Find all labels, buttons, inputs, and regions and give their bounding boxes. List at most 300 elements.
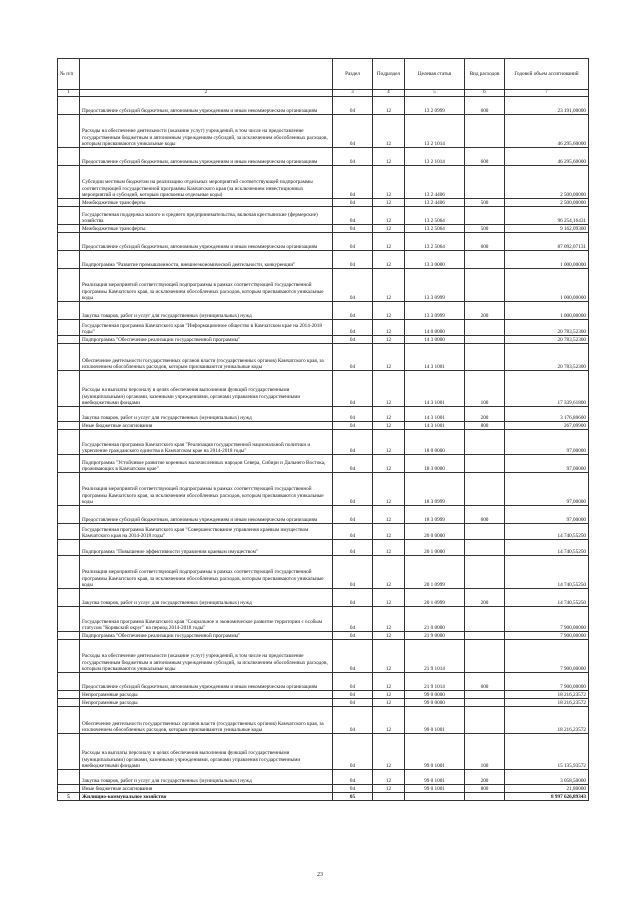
row-number <box>58 199 80 207</box>
column-number: 1 <box>58 90 80 97</box>
row-number <box>58 770 80 785</box>
row-target-article: 20 0 0000 <box>405 524 465 540</box>
row-expense-type <box>465 455 505 473</box>
row-number <box>58 207 80 225</box>
row-section: 04 <box>333 524 373 540</box>
table-row <box>58 589 589 607</box>
row-subsection: 12 <box>373 673 405 691</box>
row-amount: 96 254,16431 <box>505 207 589 225</box>
row-amount: 1 000,00000 <box>505 302 589 320</box>
row-name: Предоставление субсидий бюджетным, автономным учреждениям и иным некоммерческим организациям <box>80 673 333 691</box>
row-number <box>58 422 80 430</box>
row-subsection: 12 <box>373 251 405 269</box>
row-expense-type <box>465 556 505 589</box>
row-name: Подпрограмма "Обеспечение реализации государственной программы" <box>80 632 333 640</box>
row-subsection: 12 <box>373 707 405 734</box>
row-section: 04 <box>333 344 373 371</box>
row-target-article: 18 3 0999 <box>405 506 465 524</box>
header-expense-type: Вид расходов <box>465 59 505 90</box>
table-row <box>58 699 589 707</box>
row-section: 04 <box>333 371 373 407</box>
row-target-article: 13 2 1014 <box>405 115 465 148</box>
table-row <box>58 673 589 691</box>
row-subsection: 12 <box>373 115 405 148</box>
row-target-article: 99 0 0000 <box>405 691 465 699</box>
row-number <box>58 320 80 336</box>
row-expense-type <box>465 430 505 455</box>
row-number <box>58 506 80 524</box>
row-subsection: 12 <box>373 691 405 699</box>
row-expense-type <box>465 115 505 148</box>
row-section: 04 <box>333 302 373 320</box>
row-expense-type <box>465 320 505 336</box>
row-name: Субсидии местным бюджетам на реализацию отдельных мероприятий соответствующей подпрограммы соответствующей государственной программы Камчатского края (за исключением инвестиционных мероприятий и субсидий, которым присвоены отдельные коды) <box>80 166 333 199</box>
table-row <box>58 302 589 320</box>
row-name: Межбюджетные трансферты <box>80 225 333 233</box>
row-amount: 7 900,00000 <box>505 673 589 691</box>
row-number <box>58 632 80 640</box>
table-row <box>58 691 589 699</box>
row-section: 04 <box>333 540 373 556</box>
row-number <box>58 455 80 473</box>
row-amount: 2 500,00000 <box>505 166 589 199</box>
row-amount: 18 216,23572 <box>505 691 589 699</box>
row-amount: 7 900,00000 <box>505 632 589 640</box>
table-row <box>58 734 589 770</box>
table-row <box>58 407 589 422</box>
row-name: Жилищно-коммунальное хозяйство <box>80 793 333 801</box>
row-expense-type: 200 <box>465 407 505 422</box>
row-subsection: 12 <box>373 302 405 320</box>
row-number <box>58 540 80 556</box>
table-row <box>58 506 589 524</box>
row-section: 04 <box>333 734 373 770</box>
table-row <box>58 336 589 344</box>
table-row <box>58 269 589 302</box>
row-subsection: 12 <box>373 524 405 540</box>
table-row <box>58 344 589 371</box>
row-section: 04 <box>333 691 373 699</box>
table-row <box>58 251 589 269</box>
row-amount: 8 997 626,89343 <box>505 793 589 801</box>
row-name: Предоставление субсидий бюджетным, автономным учреждениям и иным некоммерческим организациям <box>80 506 333 524</box>
row-name: Закупка товаров, работ и услуг для государственных (муниципальных) нужд <box>80 302 333 320</box>
row-subsection: 12 <box>373 607 405 632</box>
row-target-article: 13 2 4406 <box>405 199 465 207</box>
row-amount: 14 740,55250 <box>505 556 589 589</box>
row-section: 04 <box>333 320 373 336</box>
row-amount: 1 000,00000 <box>505 251 589 269</box>
table-row <box>58 607 589 632</box>
row-expense-type <box>465 793 505 801</box>
row-subsection: 12 <box>373 269 405 302</box>
row-subsection: 12 <box>373 233 405 251</box>
row-subsection: 12 <box>373 770 405 785</box>
row-name: Подпрограмма "Обеспечение реализации государственной программы" <box>80 336 333 344</box>
row-target-article: 21 0 0000 <box>405 607 465 632</box>
row-target-article: 21 9 0000 <box>405 632 465 640</box>
row-name: Государственная поддержка малого и среднего предпринимательства, включая крестьянские (фермерские) хозяйства <box>80 207 333 225</box>
row-amount: 9 162,09300 <box>505 225 589 233</box>
row-number: 5 <box>58 793 80 801</box>
row-number <box>58 97 80 115</box>
row-expense-type <box>465 166 505 199</box>
row-subsection <box>373 793 405 801</box>
row-subsection: 12 <box>373 473 405 506</box>
row-amount: 20 783,52300 <box>505 336 589 344</box>
row-target-article: 14 3 1001 <box>405 407 465 422</box>
row-number <box>58 607 80 632</box>
row-target-article: 13 2 5064 <box>405 233 465 251</box>
row-number <box>58 589 80 607</box>
row-number <box>58 734 80 770</box>
row-number <box>58 115 80 148</box>
row-section: 04 <box>333 473 373 506</box>
row-subsection: 12 <box>373 430 405 455</box>
row-target-article <box>405 793 465 801</box>
row-expense-type <box>465 707 505 734</box>
row-name: Расходы на выплаты персоналу в целях обеспечения выполнения функций государственными (муниципальными) органами, казенными учреждениями, органами управления государственными внебюджетными фондами <box>80 734 333 770</box>
row-name: Реализация мероприятий соответствующей подпрограммы в рамках соответствующей государственной программы Камчатского края, за исключением обособленных расходов, которым присваиваются уникальные коды <box>80 473 333 506</box>
row-subsection: 12 <box>373 785 405 793</box>
row-name: Расходы на обеспечение деятельности (оказание услуг) учреждений, в том числе на предоставление государственным бюджетным и автономным учреждениям субсидий, за исключением обособленных расходов, которым присваиваются уникальные коды <box>80 115 333 148</box>
row-name: Расходы на обеспечение деятельности (оказание услуг) учреждений, в том числе на предоставление государственным бюджетным и автономным учреждениям субсидий, за исключением обособленных расходов, которым присваиваются уникальные коды <box>80 640 333 673</box>
row-section: 04 <box>333 199 373 207</box>
row-amount: 7 900,00000 <box>505 607 589 632</box>
table-row <box>58 793 589 801</box>
row-name: Обеспечение деятельности государственных органов власти (государственных органов) Камчатского края, за исключением обособленных расходов, которым присваиваются уникальные коды <box>80 344 333 371</box>
row-number <box>58 269 80 302</box>
row-section: 04 <box>333 632 373 640</box>
row-expense-type: 100 <box>465 734 505 770</box>
header-target-article: Целевая статья <box>405 59 465 90</box>
table-row <box>58 632 589 640</box>
row-expense-type: 200 <box>465 770 505 785</box>
row-name: Закупка товаров, работ и услуг для государственных (муниципальных) нужд <box>80 407 333 422</box>
row-name: Иные бюджетные ассигнования <box>80 422 333 430</box>
row-section: 04 <box>333 707 373 734</box>
row-name: Государственная программа Камчатского края "Социальное и экономическое развитие территории с особым статусом "Корякский округ" на период 2014-2018 годы" <box>80 607 333 632</box>
table-row <box>58 524 589 540</box>
row-subsection: 12 <box>373 407 405 422</box>
row-name: Предоставление субсидий бюджетным, автономным учреждениям и иным некоммерческим организациям <box>80 148 333 166</box>
table-row <box>58 556 589 589</box>
row-subsection: 12 <box>373 371 405 407</box>
row-name: Непрограммные расходы <box>80 691 333 699</box>
row-subsection: 12 <box>373 455 405 473</box>
column-number-row <box>58 90 589 97</box>
header-annual-amount: Годовой объем ассигнований <box>505 59 589 90</box>
table-row <box>58 97 589 115</box>
table-row <box>58 640 589 673</box>
table-row <box>58 371 589 407</box>
row-expense-type <box>465 607 505 632</box>
row-target-article: 13 2 4406 <box>405 166 465 199</box>
row-section: 04 <box>333 455 373 473</box>
row-number <box>58 699 80 707</box>
row-amount: 97,00000 <box>505 473 589 506</box>
row-name: Государственная программа Камчатского края "Совершенствование управления краевым имуществом Камчатского края на 2014-2018 годы" <box>80 524 333 540</box>
row-subsection: 12 <box>373 640 405 673</box>
column-number: 6 <box>465 90 505 97</box>
row-section: 04 <box>333 770 373 785</box>
row-target-article: 20 1 0999 <box>405 556 465 589</box>
table-row <box>58 707 589 734</box>
table-row <box>58 430 589 455</box>
row-expense-type <box>465 207 505 225</box>
row-expense-type: 800 <box>465 785 505 793</box>
row-expense-type <box>465 251 505 269</box>
table-row <box>58 540 589 556</box>
row-name: Реализация мероприятий соответствующей подпрограммы в рамках соответствующей государственной программы Камчатского края, за исключением обособленных расходов, которым присваиваются уникальные коды <box>80 269 333 302</box>
row-section: 05 <box>333 793 373 801</box>
row-target-article: 13 2 5064 <box>405 207 465 225</box>
row-expense-type: 600 <box>465 97 505 115</box>
table-header-row <box>58 59 589 90</box>
row-amount: 3 176,80600 <box>505 407 589 422</box>
row-target-article: 99 0 0000 <box>405 699 465 707</box>
row-number <box>58 344 80 371</box>
row-section: 04 <box>333 148 373 166</box>
row-section: 04 <box>333 589 373 607</box>
row-target-article: 13 3 0000 <box>405 251 465 269</box>
row-amount: 46 295,60000 <box>505 148 589 166</box>
header-subsection: Подраздел <box>373 59 405 90</box>
table-row <box>58 422 589 430</box>
row-amount: 7 900,00000 <box>505 640 589 673</box>
row-target-article: 13 2 1014 <box>405 148 465 166</box>
row-number <box>58 473 80 506</box>
row-amount: 17 339,61800 <box>505 371 589 407</box>
row-target-article: 14 3 1001 <box>405 422 465 430</box>
table-row <box>58 166 589 199</box>
table-row <box>58 199 589 207</box>
row-target-article: 99 0 1001 <box>405 707 465 734</box>
row-number <box>58 430 80 455</box>
row-subsection: 12 <box>373 344 405 371</box>
row-subsection: 12 <box>373 422 405 430</box>
row-expense-type <box>465 640 505 673</box>
row-subsection: 12 <box>373 632 405 640</box>
row-amount: 18 216,23572 <box>505 707 589 734</box>
row-subsection: 12 <box>373 207 405 225</box>
row-target-article: 13 3 0999 <box>405 269 465 302</box>
row-section: 04 <box>333 207 373 225</box>
row-section: 04 <box>333 97 373 115</box>
row-number <box>58 371 80 407</box>
row-section: 04 <box>333 251 373 269</box>
row-subsection: 12 <box>373 589 405 607</box>
row-expense-type <box>465 699 505 707</box>
row-expense-type: 200 <box>465 302 505 320</box>
row-name: Предоставление субсидий бюджетным, автономным учреждениям и иным некоммерческим организациям <box>80 233 333 251</box>
row-target-article: 99 0 1001 <box>405 785 465 793</box>
row-number <box>58 233 80 251</box>
row-target-article: 99 0 1001 <box>405 734 465 770</box>
row-target-article: 20 1 0999 <box>405 589 465 607</box>
row-amount: 97,00000 <box>505 430 589 455</box>
table-row <box>58 207 589 225</box>
row-subsection: 12 <box>373 699 405 707</box>
row-name: Реализация мероприятий соответствующей подпрограммы в рамках соответствующей государственной программы Камчатского края, за исключением обособленных расходов, которым присваиваются уникальные коды <box>80 556 333 589</box>
row-section: 04 <box>333 640 373 673</box>
row-target-article: 14 0 0000 <box>405 320 465 336</box>
row-target-article: 14 3 0000 <box>405 336 465 344</box>
row-number <box>58 673 80 691</box>
row-name: Непрограммные расходы <box>80 699 333 707</box>
row-section: 04 <box>333 336 373 344</box>
row-section: 04 <box>333 699 373 707</box>
row-name: Межбюджетные трансферты <box>80 199 333 207</box>
row-number <box>58 785 80 793</box>
row-target-article: 13 3 0999 <box>405 302 465 320</box>
row-subsection: 12 <box>373 540 405 556</box>
row-number <box>58 556 80 589</box>
row-target-article: 21 9 1014 <box>405 673 465 691</box>
table-row <box>58 320 589 336</box>
column-number: 4 <box>373 90 405 97</box>
row-expense-type <box>465 632 505 640</box>
row-name: Предоставление субсидий бюджетным, автономным учреждениям и иным некоммерческим организациям <box>80 97 333 115</box>
row-number <box>58 336 80 344</box>
row-target-article: 99 0 1001 <box>405 770 465 785</box>
table-row <box>58 115 589 148</box>
row-target-article: 18 3 0000 <box>405 455 465 473</box>
row-section: 04 <box>333 233 373 251</box>
row-section: 04 <box>333 115 373 148</box>
row-section: 04 <box>333 269 373 302</box>
row-name: Иные бюджетные ассигнования <box>80 785 333 793</box>
row-section: 04 <box>333 785 373 793</box>
row-number <box>58 251 80 269</box>
row-expense-type: 600 <box>465 233 505 251</box>
row-target-article: 13 2 0999 <box>405 97 465 115</box>
row-subsection: 12 <box>373 556 405 589</box>
table-row <box>58 473 589 506</box>
row-name: Государственная программа Камчатского края "Реализация государственной национальной политики и укрепление гражданского единства в Камчатском крае на 2014-2018 годы" <box>80 430 333 455</box>
row-name: Расходы на выплаты персоналу в целях обеспечения выполнения функций государственными (муниципальными) органами, казенными учреждениями, органами управления государственными внебюджетными фондами <box>80 371 333 407</box>
row-amount: 18 216,23572 <box>505 699 589 707</box>
row-name: Подпрограмма "Развитие промышленности, внешнеэкономической деятельности, конкуренции" <box>80 251 333 269</box>
row-section: 04 <box>333 430 373 455</box>
row-name: Закупка товаров, работ и услуг для государственных (муниципальных) нужд <box>80 770 333 785</box>
table-row <box>58 785 589 793</box>
row-target-article: 14 3 1001 <box>405 371 465 407</box>
row-amount: 23 191,00000 <box>505 97 589 115</box>
row-amount: 97,00000 <box>505 506 589 524</box>
row-target-article: 14 3 1001 <box>405 344 465 371</box>
row-amount: 1 000,00000 <box>505 269 589 302</box>
budget-table <box>57 58 589 801</box>
table-row <box>58 455 589 473</box>
column-number: 2 <box>80 90 333 97</box>
table-body <box>58 97 589 801</box>
table-row <box>58 225 589 233</box>
header-name <box>80 59 333 90</box>
row-section: 04 <box>333 607 373 632</box>
row-subsection: 12 <box>373 225 405 233</box>
row-target-article: 18 3 0999 <box>405 473 465 506</box>
row-section: 04 <box>333 407 373 422</box>
row-amount: 2 500,00000 <box>505 199 589 207</box>
row-expense-type: 200 <box>465 589 505 607</box>
row-expense-type: 100 <box>465 371 505 407</box>
row-amount: 14 740,55250 <box>505 540 589 556</box>
row-section: 04 <box>333 506 373 524</box>
row-number <box>58 640 80 673</box>
row-expense-type <box>465 691 505 699</box>
row-expense-type: 600 <box>465 673 505 691</box>
column-number: 3 <box>333 90 373 97</box>
column-number: 7 <box>505 90 589 97</box>
row-section: 04 <box>333 556 373 589</box>
row-subsection: 12 <box>373 734 405 770</box>
row-amount: 97,00000 <box>505 455 589 473</box>
row-section: 04 <box>333 166 373 199</box>
row-amount: 20 783,52300 <box>505 344 589 371</box>
row-amount: 14 740,55250 <box>505 524 589 540</box>
row-number <box>58 148 80 166</box>
row-target-article: 21 9 1014 <box>405 640 465 673</box>
row-expense-type <box>465 344 505 371</box>
row-number <box>58 225 80 233</box>
row-section: 04 <box>333 673 373 691</box>
row-amount: 20 783,52300 <box>505 320 589 336</box>
row-expense-type: 800 <box>465 422 505 430</box>
row-number <box>58 524 80 540</box>
row-number <box>58 166 80 199</box>
row-subsection: 12 <box>373 320 405 336</box>
row-amount: 267,09900 <box>505 422 589 430</box>
row-expense-type: 500 <box>465 225 505 233</box>
row-number <box>58 302 80 320</box>
row-amount: 15 135,93572 <box>505 734 589 770</box>
row-expense-type <box>465 540 505 556</box>
row-name: Государственная программа Камчатского края "Информационное общество в Камчатском крае на 2014-2018 годы" <box>80 320 333 336</box>
row-expense-type <box>465 524 505 540</box>
row-subsection: 12 <box>373 148 405 166</box>
row-number <box>58 707 80 734</box>
row-name: Обеспечение деятельности государственных органов власти (государственных органов) Камчатского края, за исключением обособленных расходов, которым присваиваются уникальные коды <box>80 707 333 734</box>
row-amount: 46 295,60000 <box>505 115 589 148</box>
row-target-article: 18 0 0000 <box>405 430 465 455</box>
row-expense-type: 600 <box>465 506 505 524</box>
row-section: 04 <box>333 422 373 430</box>
table-row <box>58 233 589 251</box>
row-section: 04 <box>333 225 373 233</box>
row-subsection: 12 <box>373 336 405 344</box>
row-subsection: 12 <box>373 97 405 115</box>
row-expense-type: 500 <box>465 199 505 207</box>
row-number <box>58 407 80 422</box>
row-expense-type <box>465 473 505 506</box>
row-amount: 3 058,50000 <box>505 770 589 785</box>
table-row <box>58 770 589 785</box>
row-number <box>58 691 80 699</box>
table-row <box>58 148 589 166</box>
row-subsection: 12 <box>373 506 405 524</box>
column-number: 5 <box>405 90 465 97</box>
header-number: № п/п <box>58 59 80 90</box>
row-target-article: 13 2 5064 <box>405 225 465 233</box>
row-subsection: 12 <box>373 166 405 199</box>
header-section: Раздел <box>333 59 373 90</box>
budget-table-page <box>57 58 588 801</box>
row-amount: 14 740,55250 <box>505 589 589 607</box>
row-target-article: 20 1 0000 <box>405 540 465 556</box>
row-amount: 21,80000 <box>505 785 589 793</box>
row-name: Подпрограмма "Устойчивое развитие коренных малочисленных народов Севера, Сибири и Дальнего Востока, проживающих в Камчатском крае" <box>80 455 333 473</box>
